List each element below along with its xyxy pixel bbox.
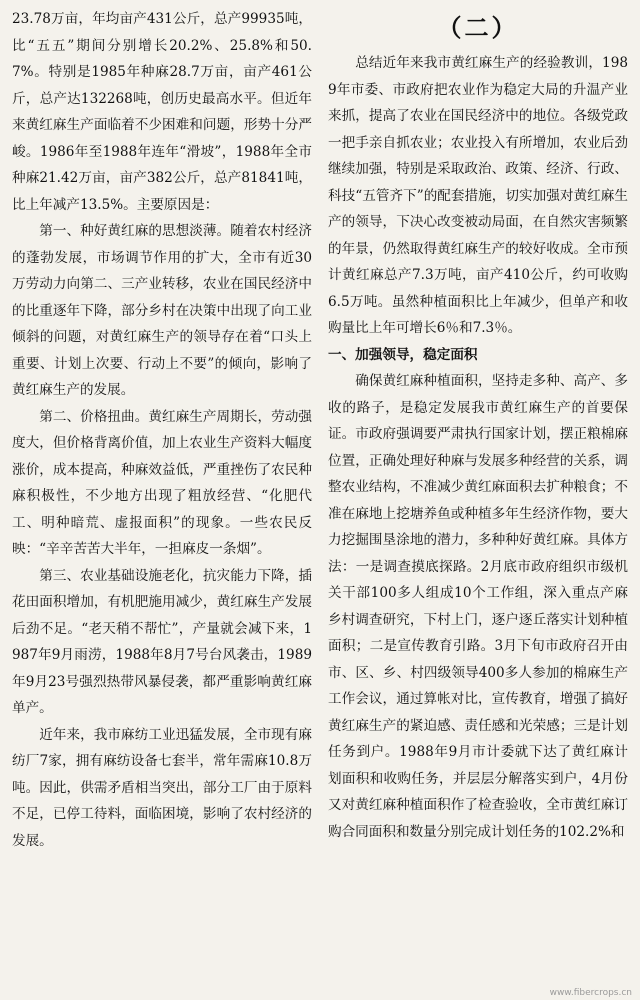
right-column (328, 6, 628, 991)
left-paragraph-1: 23.78万亩，年均亩产431公斤，总产99935吨，比“五五”期间分别增长20.2%、25.8%和50.7%。特别是1985年种麻28.7万亩，亩产461公斤，总产达132268吨，创历史最高水平。但近年来黄红麻生产面临着不少困难和问题，形势十分严峻。1986年至1988年连年“滑坡”，1988年全市种麻21.42万亩，亩产382公斤，总产81841吨，比上年减产13.5%。主要原因是： (12, 11, 312, 213)
section-title: （二） (437, 13, 519, 42)
section-heading: 一、加强领导，稳定面积 (328, 346, 478, 363)
right-intro-paragraph: 总结近年来我市黄红麻生产的经验教训，1989年市委、市政府把农业作为稳定大局的升温产业来抓，提高了农业在国民经济中的地位。各级党政一把手亲自抓农业；农业投入有所增加，农业后劲继续加强，特别是采取政治、政策、经济、行政、科技“五管齐下”的配套措施，切实加强对黄红麻生产的领导，下决心改变被动局面，在自然灾害频繁的年景，仍然取得黄红麻生产的较好收成。全市预计黄红麻总产7.3万吨，亩产410公斤，约可收购6.5万吨。虽然种植面积比上年减少，但单产和收购量比上年可增长6％和7.3％。 (328, 55, 628, 336)
left-paragraph-3: 第二、价格扭曲。黄红麻生产周期长，劳动强度大，但价格背离价值，加上农业生产资料大幅度涨价，成本提高，种麻效益低，严重挫伤了农民种麻积极性，不少地方出现了粗放经营、“化肥代工、明种暗荒、虚报面积”的现象。一些农民反映：“辛辛苦苦大半年，一担麻皮一条烟”。 (12, 408, 312, 557)
left-paragraph-2: 第一、种好黄红麻的思想淡薄。随着农村经济的蓬勃发展，市场调节作用的扩大，全市有近30万劳动力向第二、三产业转移，农业在国民经济中的比重逐年下降，部分乡村在决策中出现了向工业倾斜的问题，对黄红麻生产的领导存在着“口头上重要、计划上次要、行动上不要”的倾向，影响了黄红麻生产的发展。 (12, 223, 312, 398)
left-column (12, 6, 312, 991)
right-body-paragraph: 确保黄红麻种植面积，坚持走多种、高产、多收的路子，是稳定发展我市黄红麻生产的首要保证。市政府强调要严肃执行国家计划，摆正粮棉麻位置，正确处理好种麻与发展多种经营的关系，调整农业结构，不准减少黄红麻面积去扩种粮食；不准在麻地上挖塘养鱼或种植多年生经济作物，要大力挖掘围垦涂地的潜力，多种种好黄红麻。具体方法：一是调查摸底探路。2月底市政府组织市级机关干部100多人组成10个工作组，深入重点产麻乡村调查研究，下村上门，逐户逐丘落实计划种植面积；二是宣传教育引路。3月下旬市政府召开由市、区、乡、村四级领导400多人参加的棉麻生产工作会议，通过算帐对比，宣传教育，增强了搞好黄红麻生产的紧迫感、责任感和光荣感；三是计划任务到户。1988年9月市计委就下达了黄红麻计划面积和收购任务，并层层分解落实到户，4月份又对黄红麻种植面积作了检查验收，全市黄红麻订购合同面积和数量分别完成计划任务的102.2%和 (328, 373, 628, 840)
watermark: www.fibercrops.cn (549, 988, 632, 998)
left-paragraph-4: 第三、农业基础设施老化，抗灾能力下降，插花田面积增加，有机肥施用减少，黄红麻生产发展后劲不足。“老天稍不帮忙”，产量就会减下来，1987年9月雨涝，1988年8月7号台风袭击，1989年9月23号强烈热带风暴侵袭，都严重影响黄红麻单产。 (12, 567, 312, 716)
left-paragraph-5: 近年来，我市麻纺工业迅猛发展，全市现有麻纺厂7家，拥有麻纺设备七套半，常年需麻10.8万吨。因此，供需矛盾相当突出，部分工厂由于原料不足，已停工待料，面临困境，影响了农村经济的发展。 (12, 726, 312, 849)
two-column-layout (12, 6, 628, 991)
